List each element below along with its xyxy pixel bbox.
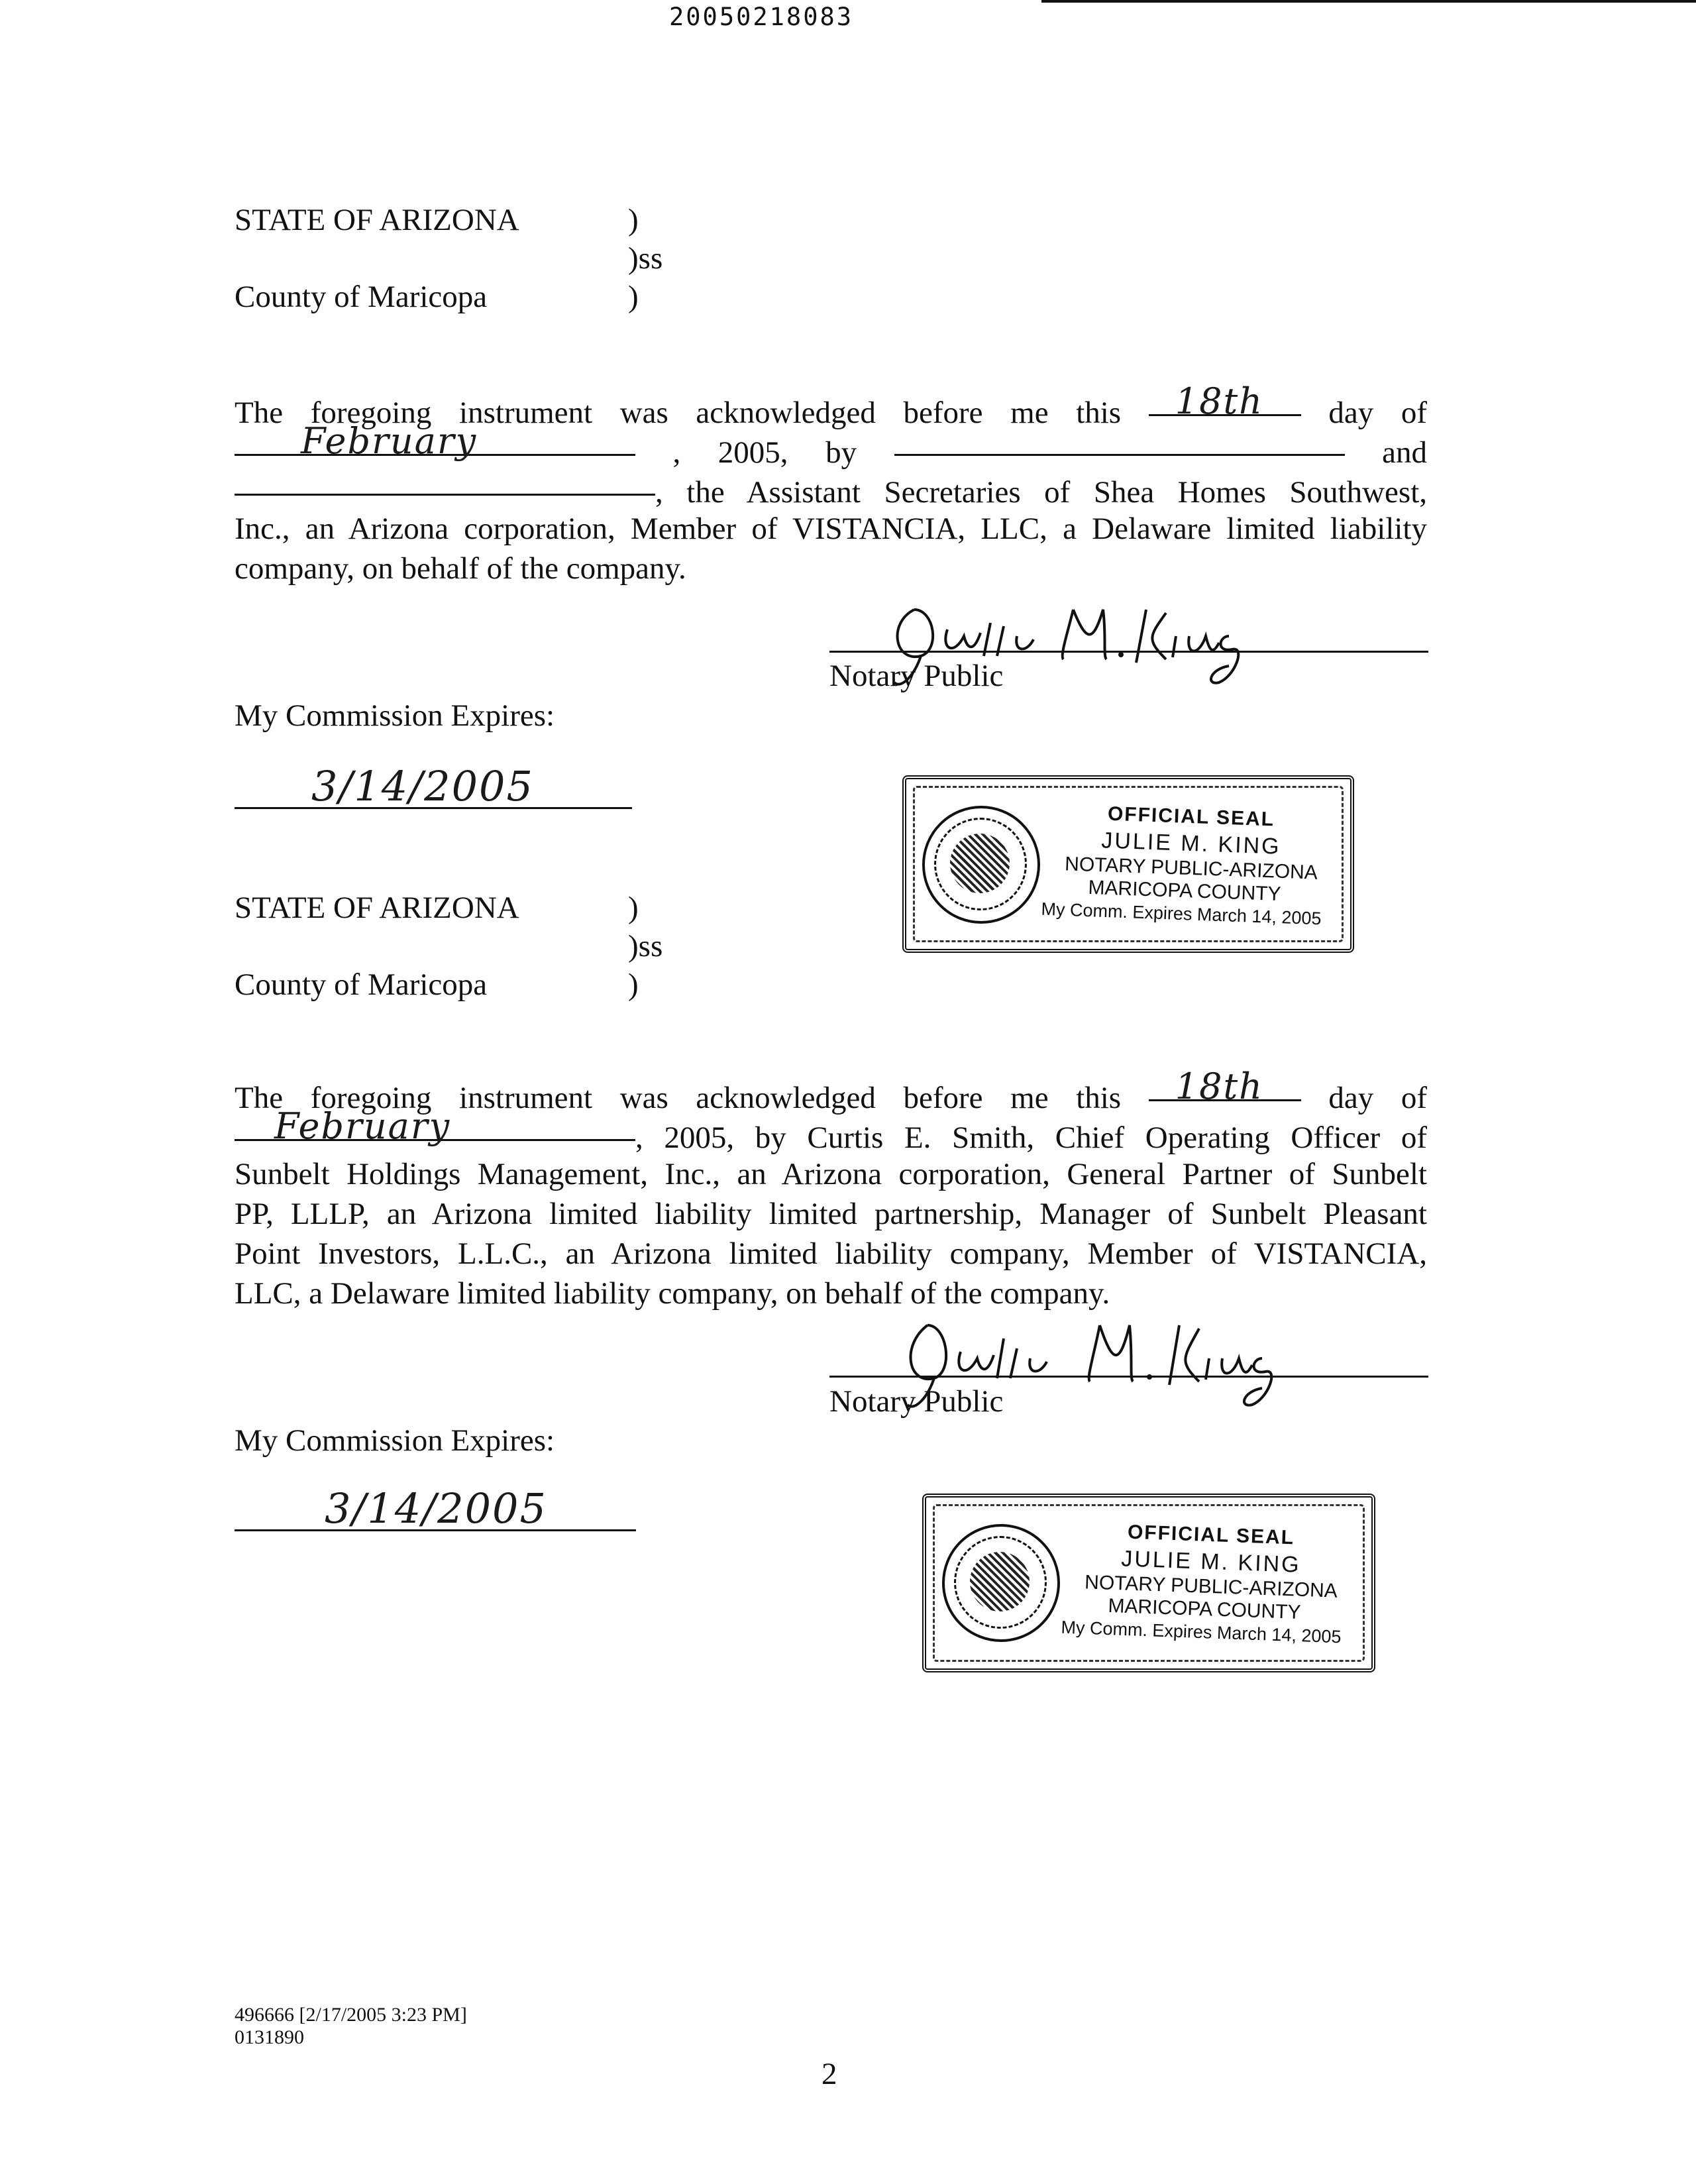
acknowledgment-paragraph: [235, 1065, 1428, 1313]
commission-date-handwritten: 3/14/2005: [311, 762, 534, 810]
commission-label: My Commission Expires:: [235, 1423, 555, 1458]
month-handwritten: February: [274, 1105, 451, 1147]
notary-public-label: Notary Public: [829, 659, 1004, 693]
paragraph-line: LLC, a Delaware limited liability company, on behalf of the company.: [235, 1276, 1110, 1311]
notary-seal: [902, 775, 1354, 953]
document-number: 20050218083: [669, 3, 854, 31]
paragraph-line: company, on behalf of the company.: [235, 551, 686, 586]
ack-lead-text: The foregoing instrument was acknowledged before me this: [235, 1081, 1122, 1115]
paragraph-line: Inc., an Arizona corporation, Member of VISTANCIA, LLC, a Delaware limited liability: [235, 512, 1427, 546]
paragraph-line: PP, LLLP, an Arizona limited liability limited partnership, Manager of Sunbelt Pleasant: [235, 1197, 1427, 1231]
month-handwritten: February: [301, 420, 478, 462]
day-blank: [1149, 1065, 1301, 1108]
seal-line: MARICOPA COUNTY: [1107, 1594, 1302, 1624]
venue-ss: )ss: [628, 929, 663, 963]
county-label: County of Maricopa: [235, 280, 488, 314]
day-handwritten: 18th: [1175, 1065, 1263, 1107]
paragraph-line: Point Investors, L.L.C., an Arizona limited liability company, Member of VISTANCIA,: [235, 1236, 1427, 1271]
paragraph-text: , 2005, by Curtis E. Smith, Chief Operating Officer of: [635, 1120, 1427, 1155]
seal-line: OFFICIAL SEAL: [1127, 1521, 1295, 1549]
month-blank: [235, 420, 635, 463]
county-label: County of Maricopa: [235, 967, 488, 1002]
month-blank: [235, 1105, 635, 1148]
name-blank: [235, 469, 655, 502]
seal-line: NOTARY PUBLIC-ARIZONA: [1084, 1571, 1338, 1602]
file-code: 0131890: [235, 2026, 304, 2048]
state-label: STATE OF ARIZONA: [235, 203, 519, 237]
paragraph-line: [235, 469, 1427, 509]
commission-date-handwritten: 3/14/2005: [325, 1484, 547, 1533]
seal-line: My Comm. Expires March 14, 2005: [1061, 1617, 1342, 1647]
paragraph-text: , the Assistant Secretaries of Shea Homes Southwest,: [655, 475, 1427, 510]
day-handwritten: 18th: [1175, 380, 1263, 422]
ack-lead-text: The foregoing instrument was acknowledged before me this: [235, 396, 1122, 430]
state-label: STATE OF ARIZONA: [235, 891, 519, 925]
venue-paren: ): [628, 203, 639, 237]
acknowledgment-paragraph: [235, 380, 1428, 588]
seal-line: OFFICIAL SEAL: [1107, 802, 1275, 831]
day-of-text: day of: [1328, 396, 1428, 430]
seal-line: NOTARY PUBLIC-ARIZONA: [1064, 853, 1318, 884]
seal-line: JULIE M. KING: [1120, 1546, 1302, 1578]
seal-line: MARICOPA COUNTY: [1087, 876, 1282, 906]
notary-public-label: Notary Public: [829, 1384, 1004, 1419]
and-text: and: [1382, 435, 1428, 470]
notary-seal: [922, 1494, 1375, 1672]
seal-emblem-icon: [922, 806, 1040, 924]
day-of-text: day of: [1328, 1081, 1428, 1115]
file-reference: 496666 [2/17/2005 3:23 PM]: [235, 2004, 467, 2026]
commission-label: My Commission Expires:: [235, 698, 555, 733]
seal-line: JULIE M. KING: [1100, 828, 1282, 859]
page-number: 2: [822, 2057, 837, 2091]
venue-paren: ): [628, 891, 639, 925]
top-rule: [1041, 0, 1696, 3]
name-blank: [894, 429, 1345, 463]
seal-line: My Comm. Expires March 14, 2005: [1041, 899, 1322, 929]
paragraph-line: [235, 420, 1428, 470]
venue-paren: ): [628, 280, 639, 314]
venue-ss: )ss: [628, 241, 663, 276]
year-by-text: , 2005, by: [672, 435, 857, 470]
seal-emblem-icon: [942, 1524, 1060, 1642]
venue-paren: ): [628, 967, 639, 1002]
paragraph-line: [235, 1105, 1427, 1155]
paragraph-line: Sunbelt Holdings Management, Inc., an Arizona corporation, General Partner of Sunbelt: [235, 1157, 1427, 1191]
day-blank: [1149, 380, 1301, 423]
